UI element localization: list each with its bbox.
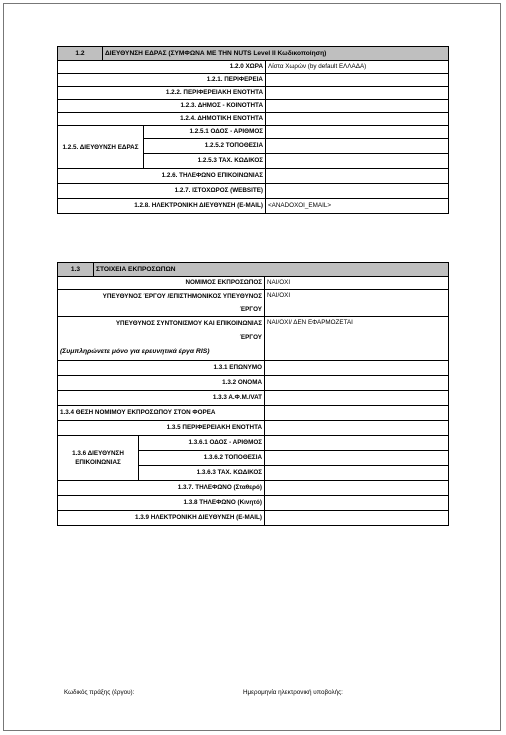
section-title: ΣΤΟΙΧΕΙΑ ΕΚΠΡΟΣΩΠΩΝ xyxy=(94,263,449,277)
website-field[interactable] xyxy=(266,184,449,199)
project-lead-field[interactable]: ΝΑΙ/ΟΧΙ xyxy=(265,290,449,317)
landline-label: 1.3.7. ΤΗΛΕΦΩΝΟ (Σταθερό) xyxy=(58,481,265,496)
form-row xyxy=(58,277,449,290)
project-code-label: Κωδικός πράξης (έργου): xyxy=(64,689,135,696)
position-label: 1.3.4 ΘΕΣΗ ΝΟΜΙΜΟΥ ΕΚΠΡΟΣΩΠΟΥ ΣΤΟΝ ΦΟΡΕΑ xyxy=(58,406,265,421)
website-label: 1.2.7. ΙΣΤΟΧΩΡΟΣ (WEBSITE) xyxy=(58,184,266,199)
email-field[interactable] xyxy=(265,511,449,526)
coordination-label-line-2: ΈΡΓΟΥ xyxy=(239,334,262,341)
form-row xyxy=(58,481,449,496)
country-label: 1.2.0 ΧΩΡΑ xyxy=(58,61,266,74)
phone-label: 1.2.6. ΤΗΛΕΦΩΝΟ ΕΠΙΚΟΙΝΩΝΙΑΣ xyxy=(58,169,266,184)
name-field[interactable] xyxy=(265,376,449,391)
postal-code-label: 1.2.5.3 ΤΑΧ. ΚΩΔΙΚΟΣ xyxy=(144,154,266,169)
form-row xyxy=(58,126,449,139)
name-label: 1.3.2 ΟΝΟΜΑ xyxy=(58,376,265,391)
municipality-label: 1.2.3. ΔΗΜΟΣ - ΚΟΙΝΟΤΗΤΑ xyxy=(58,100,266,113)
street-label: 1.3.6.1 ΟΔΟΣ - ΑΡΙΘΜΟΣ xyxy=(139,436,265,451)
section-1-3-table xyxy=(57,262,449,526)
form-row xyxy=(58,436,449,451)
coordination-note: (Συμπληρώνετε μόνο για ερευνητικά έργα RIS) xyxy=(60,348,210,355)
street-field[interactable] xyxy=(265,436,449,451)
location-field[interactable] xyxy=(266,139,449,154)
regional-unit-field[interactable] xyxy=(266,87,449,100)
submission-date-label: Ημερομηνία ηλεκτρονική υποβολής: xyxy=(243,689,343,696)
street-label: 1.2.5.1 ΟΔΟΣ - ΑΡΙΘΜΟΣ xyxy=(144,126,266,139)
regional-unit-field[interactable] xyxy=(265,421,449,436)
form-row xyxy=(58,317,449,361)
section-1-2-header xyxy=(58,47,449,61)
postal-code-field[interactable] xyxy=(265,466,449,481)
form-row xyxy=(58,87,449,100)
surname-label: 1.3.1 ΕΠΩΝΥΜΟ xyxy=(58,361,265,376)
region-label: 1.2.1. ΠΕΡΙΦΕΡΕΙΑ xyxy=(58,74,266,87)
form-row xyxy=(58,421,449,436)
section-number: 1.3 xyxy=(58,263,94,277)
email-label: 1.2.8. ΗΛΕΚΤΡΟΝΙΚΗ ΔΙΕΥΘΥΝΣΗ (E-MAIL) xyxy=(58,199,266,214)
email-label: 1.3.9 ΗΛΕΚΤΡΟΝΙΚΗ ΔΙΕΥΘΥΝΣΗ (E-MAIL) xyxy=(58,511,265,526)
form-row xyxy=(58,376,449,391)
mobile-field[interactable] xyxy=(265,496,449,511)
form-row xyxy=(58,184,449,199)
municipal-unit-field[interactable] xyxy=(266,113,449,126)
project-lead-label xyxy=(58,290,265,317)
postal-code-label: 1.3.6.3 ΤΑΧ. ΚΩΔΙΚΟΣ xyxy=(139,466,265,481)
municipality-field[interactable] xyxy=(266,100,449,113)
location-field[interactable] xyxy=(265,451,449,466)
address-group-label: 1.2.5. ΔΙΕΥΘΥΝΣΗ ΕΔΡΑΣ xyxy=(58,126,144,169)
phone-field[interactable] xyxy=(266,169,449,184)
surname-field[interactable] xyxy=(265,361,449,376)
vat-label: 1.3.3 Α.Φ.Μ./VAT xyxy=(58,391,265,406)
section-title: ΔΙΕΥΘΥΝΣΗ ΕΔΡΑΣ (ΣΥΜΦΩΝΑ ΜΕ ΤΗΝ NUTS Level II Κωδικοποίηση) xyxy=(103,47,449,61)
form-row xyxy=(58,74,449,87)
address-group-label: 1.3.6 ΔΙΕΥΘΥΝΣΗ ΕΠΙΚΟΙΝΩΝΙΑΣ xyxy=(58,436,139,481)
legal-rep-field[interactable]: ΝΑΙ/ΟΧΙ xyxy=(265,277,449,290)
mobile-label: 1.3.8 ΤΗΛΕΦΩΝΟ (Κινητό) xyxy=(58,496,265,511)
email-field[interactable]: <ANADOXOI_EMAIL> xyxy=(266,199,449,214)
coordination-label xyxy=(58,317,265,361)
section-number: 1.2 xyxy=(58,47,103,61)
form-row xyxy=(58,113,449,126)
form-row xyxy=(58,100,449,113)
coordination-label-line-1: ΥΠΕΥΘΥΝΟΣ ΣΥΝΤΟΝΙΣΜΟΥ ΚΑΙ ΕΠΙΚΟΙΝΩΝΙΑΣ xyxy=(115,320,262,327)
form-row xyxy=(58,391,449,406)
postal-code-field[interactable] xyxy=(266,154,449,169)
region-field[interactable] xyxy=(266,74,449,87)
regional-unit-label: 1.3.5 ΠΕΡΙΦΕΡΕΙΑΚΗ ΕΝΟΤΗΤΑ xyxy=(58,421,265,436)
location-label: 1.2.5.2 ΤΟΠΟΘΕΣΙΑ xyxy=(144,139,266,154)
location-label: 1.3.6.2 ΤΟΠΟΘΕΣΙΑ xyxy=(139,451,265,466)
country-field[interactable]: Λίστα Χωρών (by default ΕΛΛΑΔΑ) xyxy=(266,61,449,74)
coordination-field[interactable]: ΝΑΙ/ΟΧΙ/ ΔΕΝ ΕΦΑΡΜΟΖΕΤΑΙ xyxy=(265,317,449,361)
section-1-2-table xyxy=(57,46,449,214)
form-row xyxy=(58,406,449,421)
position-field[interactable] xyxy=(265,406,449,421)
form-row xyxy=(58,290,449,317)
landline-field[interactable] xyxy=(265,481,449,496)
project-lead-label-line-1: ΥΠΕΥΘΥΝΟΣ ΈΡΓΟΥ /ΕΠΙΣΤΗΜΟΝΙΚΟΣ ΥΠΕΥΘΥΝΟΣ xyxy=(102,293,262,300)
form-row xyxy=(58,511,449,526)
form-row xyxy=(58,199,449,214)
municipal-unit-label: 1.2.4. ΔΗΜΟΤΙΚΗ ΕΝΟΤΗΤΑ xyxy=(58,113,266,126)
vat-field[interactable] xyxy=(265,391,449,406)
form-row xyxy=(58,361,449,376)
legal-rep-label: ΝΟΜΙΜΟΣ ΕΚΠΡΟΣΩΠΟΣ xyxy=(58,277,265,290)
street-field[interactable] xyxy=(266,126,449,139)
regional-unit-label: 1.2.2. ΠΕΡΙΦΕΡΕΙΑΚΗ ΕΝΟΤΗΤΑ xyxy=(58,87,266,100)
form-row xyxy=(58,496,449,511)
form-row xyxy=(58,169,449,184)
section-1-3-header xyxy=(58,263,449,277)
form-row xyxy=(58,61,449,74)
project-lead-label-line-2: ΈΡΓΟΥ xyxy=(239,306,262,313)
